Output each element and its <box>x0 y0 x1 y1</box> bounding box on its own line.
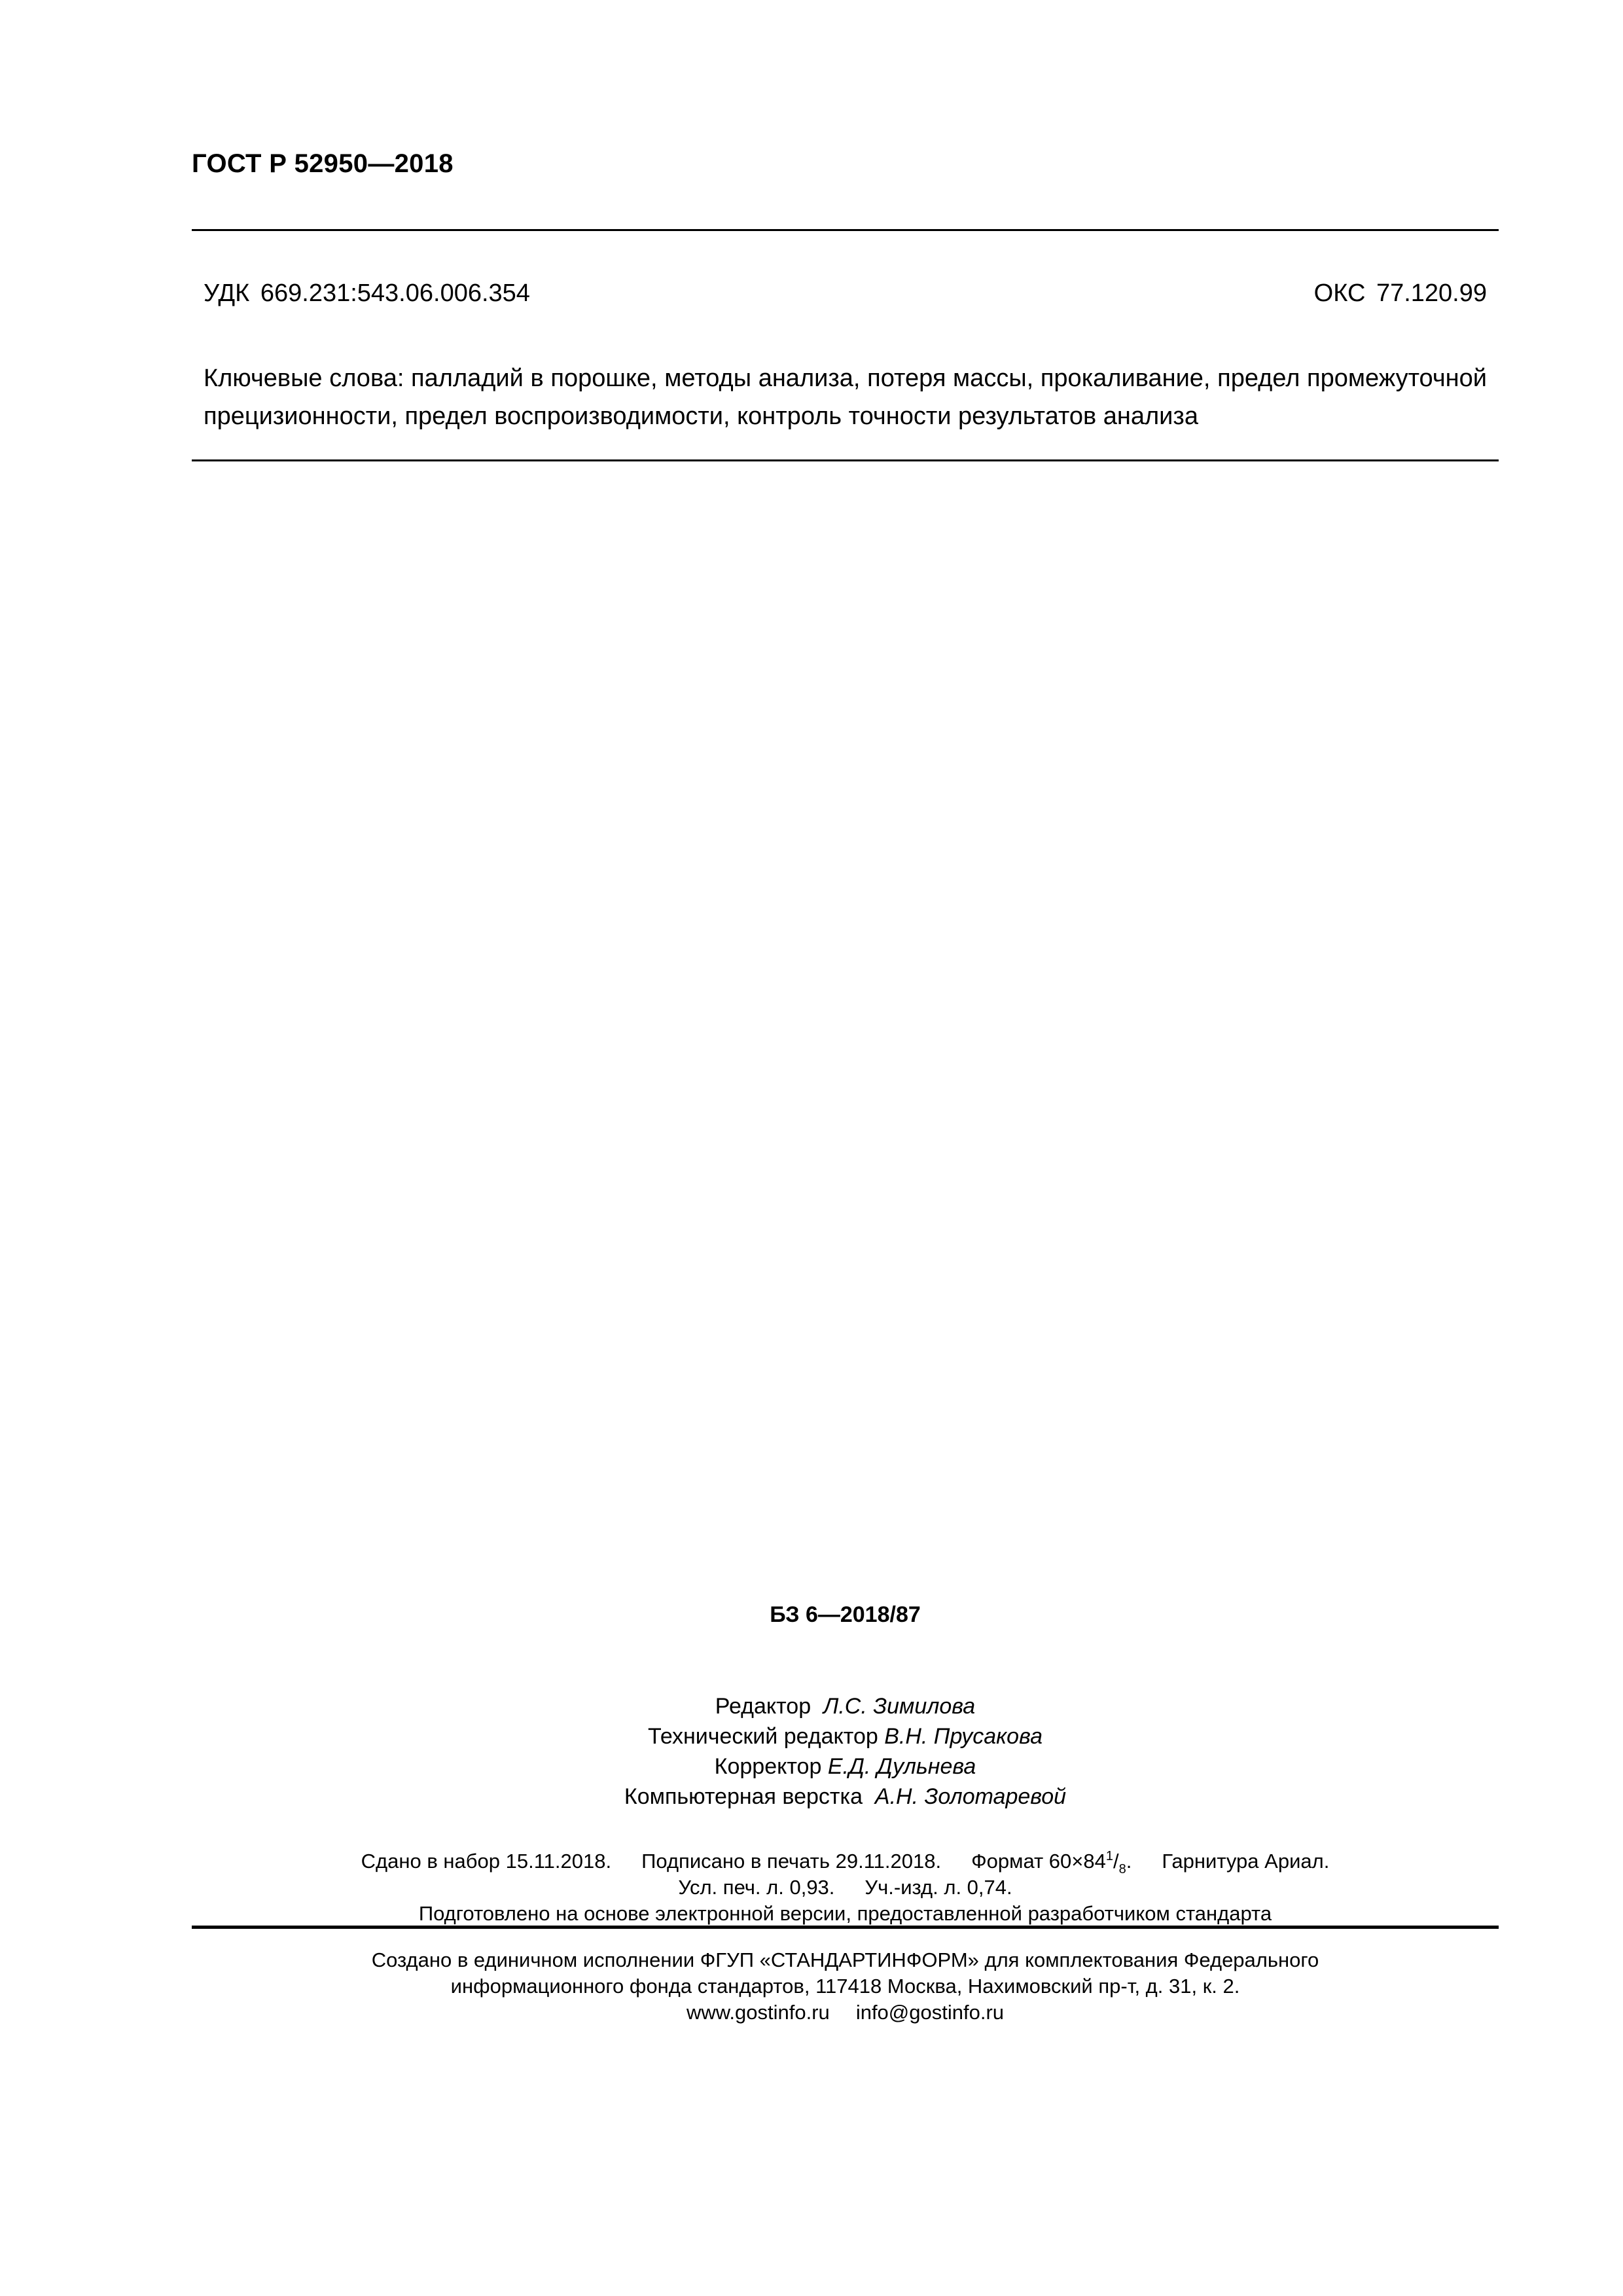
publisher-contacts <box>192 2000 1499 2026</box>
email-link[interactable]: info@gostinfo.ru <box>855 2001 1005 2024</box>
keywords-paragraph: Ключевые слова: палладий в порошке, методы анализа, потеря массы, прокаливание, предел промежуточной прецизионности, предел воспроизводимости, контроль точности результатов анализа <box>204 365 1487 430</box>
sent-to-typesetting: Сдано в набор 15.11.2018. <box>361 1850 612 1873</box>
credit-editor <box>192 1691 1499 1721</box>
format-suffix: . <box>1126 1850 1132 1873</box>
top-divider <box>192 229 1499 231</box>
credit-name: В.Н. Прусакова <box>884 1724 1043 1749</box>
typeface: Гарнитура Ариал. <box>1162 1850 1330 1873</box>
credit-proofreader <box>192 1751 1499 1782</box>
format-sup: 1 <box>1105 1849 1114 1863</box>
credit-role: Корректор <box>714 1754 822 1779</box>
keywords-divider <box>192 459 1499 461</box>
credit-role: Редактор <box>715 1694 812 1719</box>
format-sub: 8 <box>1118 1862 1126 1876</box>
credit-role: Компьютерная верстка <box>624 1784 863 1809</box>
oks-code: ОКС 77.120.99 <box>1313 279 1487 307</box>
credits-block <box>192 1691 1499 1812</box>
publisher-block <box>192 1947 1499 2026</box>
website-link[interactable]: www.gostinfo.ru <box>686 2001 830 2024</box>
credit-name: А.Н. Золотаревой <box>874 1784 1067 1809</box>
publishing-sheets: Уч.-изд. л. 0,74. <box>865 1876 1012 1899</box>
printed-sheets: Усл. печ. л. 0,93. <box>678 1876 835 1899</box>
credit-role: Технический редактор <box>647 1724 878 1749</box>
bz-number: БЗ 6—2018/87 <box>770 1602 921 1627</box>
credit-name: Е.Д. Дульнева <box>827 1754 976 1779</box>
signed-for-print: Подписано в печать 29.11.2018. <box>641 1850 942 1873</box>
credit-technical-editor <box>192 1721 1499 1751</box>
imprint-line-1: Сдано в набор 15.11.2018. Подписано в печать 29.11.2018. Формат $60\times 84^1/_8$. Гарнитура Ариал. <box>361 1849 1330 1876</box>
standard-code: ГОСТ Р 52950—2018 <box>192 149 454 178</box>
imprint-divider <box>192 1926 1499 1929</box>
imprint-block <box>192 1848 1499 1927</box>
format-prefix: Формат 60×84 <box>971 1850 1106 1873</box>
publisher-line-2: информационного фонда стандартов, 117418 Москва, Нахимовский пр-т, д. 31, к. 2. <box>450 1975 1240 1998</box>
publisher-line-1: Создано в единичном исполнении ФГУП «СТАНДАРТИНФОРМ» для комплектования Федерального <box>371 1948 1319 1971</box>
imprint-line-2 <box>192 1874 1499 1901</box>
credit-name: Л.С. Зимилова <box>823 1694 976 1719</box>
source-note: Подготовлено на основе электронной версии, предоставленной разработчиком стандарта <box>418 1902 1272 1925</box>
credit-layout <box>192 1782 1499 1812</box>
udk-code: УДК 669.231:543.06.006.354 <box>204 279 530 307</box>
